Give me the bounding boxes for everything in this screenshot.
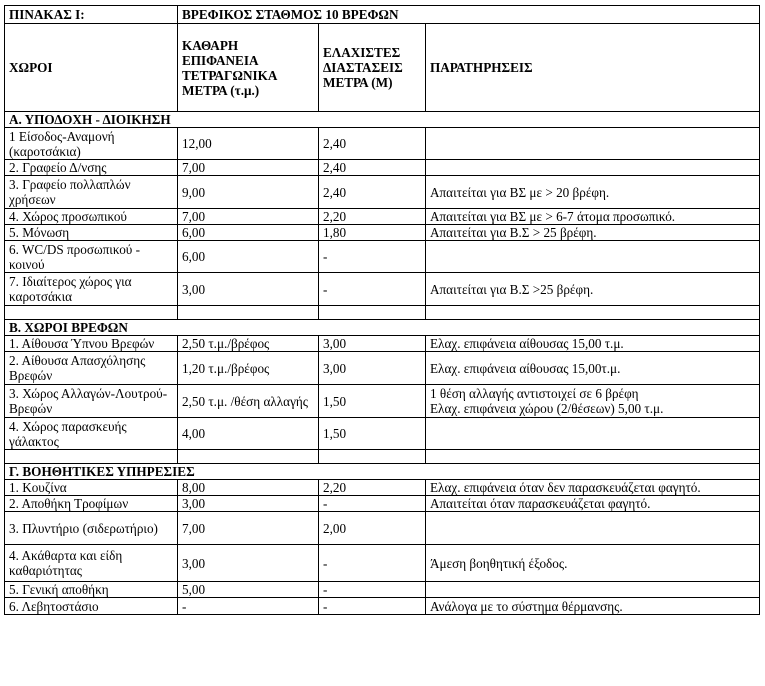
cell-note [426, 512, 760, 545]
cell-note: Απαιτείται για Β.Σ > 25 βρέφη. [426, 225, 760, 241]
title-row [5, 6, 760, 24]
table-row [5, 598, 760, 615]
table-row [5, 160, 760, 176]
cell-note: Ελαχ. επιφάνεια όταν δεν παρασκευάζεται φαγητό. [426, 480, 760, 496]
cell-area: 9,00 [178, 176, 319, 209]
table-row [5, 176, 760, 209]
cell-note: Άμεση βοηθητική έξοδος. [426, 545, 760, 582]
table-row [5, 385, 760, 418]
cell-area: 6,00 [178, 241, 319, 273]
section-title: Β. ΧΩΡΟΙ ΒΡΕΦΩΝ [5, 320, 760, 336]
cell-dim: - [319, 545, 426, 582]
cell-dim: 2,40 [319, 160, 426, 176]
table-title: ΒΡΕΦΙΚΟΣ ΣΤΑΘΜΟΣ 10 ΒΡΕΦΩΝ [178, 6, 760, 24]
table-label: ΠΙΝΑΚΑΣ Ι: [5, 6, 178, 24]
cell-area: 3,00 [178, 545, 319, 582]
cell-space: 4. Χώρος παρασκευής γάλακτος [5, 418, 178, 450]
cell-area: 4,00 [178, 418, 319, 450]
header-space: ΧΩΡΟΙ [5, 24, 178, 112]
cell-dim: 2,40 [319, 128, 426, 160]
cell-space: 3. Χώρος Αλλαγών-Λουτρού-Βρεφών [5, 385, 178, 418]
cell-note: Απαιτείται όταν παρασκευάζεται φαγητό. [426, 496, 760, 512]
cell-area: 7,00 [178, 160, 319, 176]
cell-area: 5,00 [178, 582, 319, 598]
cell-note [426, 418, 760, 450]
cell-area: 8,00 [178, 480, 319, 496]
cell-space: 1 Είσοδος-Αναμονή (καροτσάκια) [5, 128, 178, 160]
cell-space: 6. WC/DS προσωπικού - κοινού [5, 241, 178, 273]
cell-dim: 3,00 [319, 336, 426, 352]
cell-space: 3. Γραφείο πολλαπλών χρήσεων [5, 176, 178, 209]
cell-dim: 2,20 [319, 480, 426, 496]
cell-area: 2,50 τ.μ. /θέση αλλαγής [178, 385, 319, 418]
cell-space: 7. Ιδιαίτερος χώρος για καροτσάκια [5, 273, 178, 306]
cell-space: 2. Γραφείο Δ/νσης [5, 160, 178, 176]
table-row [5, 496, 760, 512]
section-header-c [5, 464, 760, 480]
cell-dim: 2,40 [319, 176, 426, 209]
cell-dim: - [319, 241, 426, 273]
spacer-row [5, 450, 760, 464]
table-row [5, 241, 760, 273]
note-line: 1 θέση αλλαγής αντιστοιχεί σε 6 βρέφη [430, 386, 639, 401]
header-notes: ΠΑΡΑΤΗΡΗΣΕΙΣ [426, 24, 760, 112]
cell-area: 3,00 [178, 273, 319, 306]
cell-note: Ελαχ. επιφάνεια αίθουσας 15,00τ.μ. [426, 352, 760, 385]
cell-note: Απαιτείται για ΒΣ με > 6-7 άτομα προσωπικό. [426, 209, 760, 225]
cell-note: Απαιτείται για ΒΣ με > 20 βρέφη. [426, 176, 760, 209]
cell-note [426, 128, 760, 160]
cell-area: 7,00 [178, 209, 319, 225]
table-row [5, 582, 760, 598]
section-header-a [5, 112, 760, 128]
table-row [5, 352, 760, 385]
header-area: ΚΑΘΑΡΗ ΕΠΙΦΑΝΕΙΑ ΤΕΤΡΑΓΩΝΙΚΑ ΜΕΤΡΑ (τ.μ.) [178, 24, 319, 112]
cell-dim: 1,50 [319, 385, 426, 418]
section-title: Γ. ΒΟΗΘΗΤΙΚΕΣ ΥΠΗΡΕΣΙΕΣ [5, 464, 760, 480]
cell-area: 7,00 [178, 512, 319, 545]
cell-space: 1. Αίθουσα Ύπνου Βρεφών [5, 336, 178, 352]
table-row [5, 512, 760, 545]
cell-area: 3,00 [178, 496, 319, 512]
cell-note [426, 241, 760, 273]
cell-space: 5. Γενική αποθήκη [5, 582, 178, 598]
header-row [5, 24, 760, 112]
cell-space: 4. Ακάθαρτα και είδη καθαριότητας [5, 545, 178, 582]
note-line: Ελαχ. επιφάνεια χώρου (2/θέσεων) 5,00 τ.μ. [430, 401, 664, 416]
table-row [5, 128, 760, 160]
cell-space: 2. Αποθήκη Τροφίμων [5, 496, 178, 512]
table-row [5, 418, 760, 450]
cell-space: 2. Αίθουσα Απασχόλησης Βρεφών [5, 352, 178, 385]
cell-dim: - [319, 496, 426, 512]
cell-dim: - [319, 598, 426, 615]
cell-area: 6,00 [178, 225, 319, 241]
cell-area: - [178, 598, 319, 615]
cell-note [426, 160, 760, 176]
cell-space: 3. Πλυντήριο (σιδερωτήριο) [5, 512, 178, 545]
cell-space: 6. Λεβητοστάσιο [5, 598, 178, 615]
cell-space: 1. Κουζίνα [5, 480, 178, 496]
table-row [5, 273, 760, 306]
cell-space: 5. Μόνωση [5, 225, 178, 241]
cell-space: 4. Χώρος προσωπικού [5, 209, 178, 225]
cell-note [426, 385, 760, 418]
nursery-spaces-table [4, 5, 760, 615]
cell-area: 12,00 [178, 128, 319, 160]
section-title: Α. ΥΠΟΔΟΧΗ - ΔΙΟΙΚΗΣΗ [5, 112, 760, 128]
table-row [5, 225, 760, 241]
cell-area: 2,50 τ.μ./βρέφος [178, 336, 319, 352]
table-row [5, 336, 760, 352]
cell-dim: 2,00 [319, 512, 426, 545]
cell-dim: - [319, 273, 426, 306]
cell-note: Απαιτείται για Β.Σ >25 βρέφη. [426, 273, 760, 306]
cell-note: Ελαχ. επιφάνεια αίθουσας 15,00 τ.μ. [426, 336, 760, 352]
header-dimensions: ΕΛΑΧΙΣΤΕΣ ΔΙΑΣΤΑΣΕΙΣ ΜΕΤΡΑ (Μ) [319, 24, 426, 112]
spacer-row [5, 306, 760, 320]
cell-dim: 2,20 [319, 209, 426, 225]
table-row [5, 545, 760, 582]
cell-dim: 1,80 [319, 225, 426, 241]
cell-dim: 1,50 [319, 418, 426, 450]
cell-dim: - [319, 582, 426, 598]
cell-note: Ανάλογα με το σύστημα θέρμανσης. [426, 598, 760, 615]
table-row [5, 480, 760, 496]
cell-area: 1,20 τ.μ./βρέφος [178, 352, 319, 385]
section-header-b [5, 320, 760, 336]
cell-dim: 3,00 [319, 352, 426, 385]
table-row [5, 209, 760, 225]
cell-note [426, 582, 760, 598]
